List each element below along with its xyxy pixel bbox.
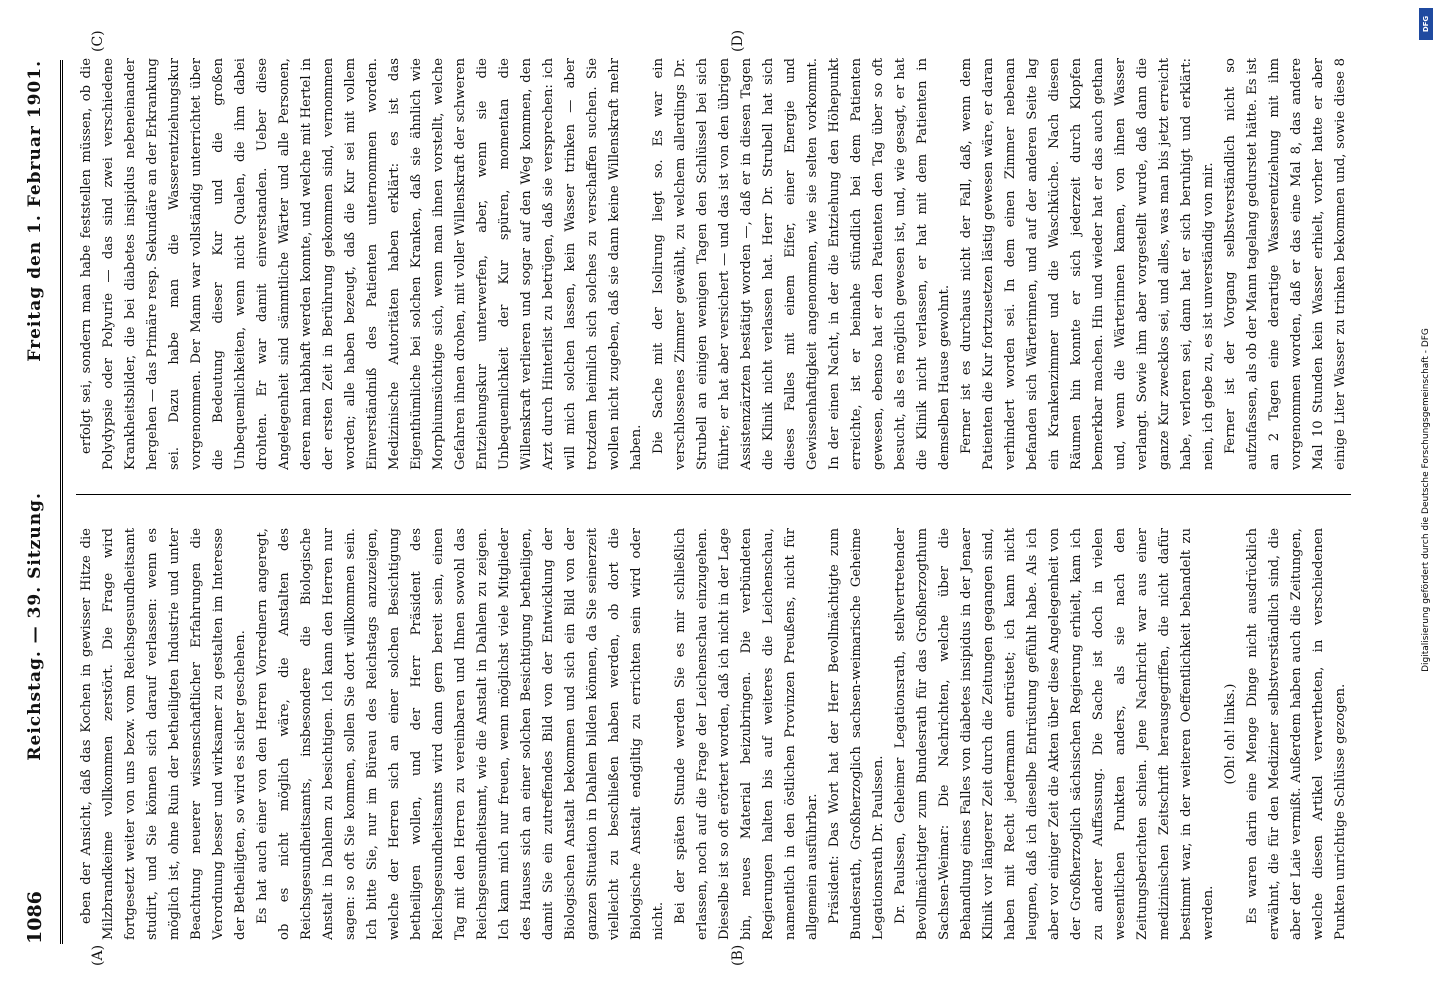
paragraph: Die Sache mit der Isolirung liegt so. Es war ein verschlossenes Zimmer gewählt, zu welchem allerdings Dr. Strubell an einigen wenigen Tagen den Schlüssel bei sich führte; er hat aber versichert — und das ist von den übrigen Assistenzärzten bestätigt worden —, daß er in diesen Tagen die Klinik nicht verlassen hat. Herr Dr. Strubell hat sich dieses Falles mit einem Eifer, einer Energie und Gewissenhaftigkeit angenommen, wie sie selten vorkommt. In der einen Nacht, in der die Entziehung den Höhepunkt erreichte, ist er beinahe stündlich bei dem Patienten gewesen, ebenso hat er den Patienten den Tag über so oft besucht, als es möglich gewesen ist, und, wie gesagt, er hat die Klinik nicht verlassen, er hat mit dem Patienten in demselben Hause gewohnt. (651, 58, 952, 470)
paragraph: Es hat auch einer von den Herren Vorrednern angeregt, ob es nicht möglich wäre, die Anstalten des Reichsgesundheitsamts, insbesondere die Biologische Anstalt in Dahlem zu besichtigen. Ich kann den Herren nur sagen: so oft Sie kommen, sollen Sie dort willkommen sein. Ich bitte Sie, nur im Büreau des Reichstags anzuzeigen, welche der Herren sich an einer solchen Besichtigung betheiligen wollen, und der Herr Präsident des Reichsgesundheitsamts wird dann gern bereit sein, einen Tag mit den Herren zu vereinbaren und Ihnen sowohl das Reichsgesundheitsamt, wie die Anstalt in Dahlem zu zeigen. Ich kann mich nur freuen, wenn möglichst viele Mitglieder des Hauses sich an einer solchen Besichtigung betheiligen, damit Sie ein zutreffendes Bild von der Entwicklung der Biologischen Anstalt bekommen und sich ein Bild von der ganzen Situation in Dahlem bilden können, da Sie seinerzeit vielleicht zu beschließen haben werden, ob dort die Biologische Anstalt endgiltig zu errichten sein wird oder nicht. (255, 528, 666, 940)
paragraph: Präsident: Das Wort hat der Herr Bevollmächtigte zum Bundesrath, Großherzoglich sachsen-weimarische Geheime Legationsrath Dr. Paulssen. (827, 528, 886, 940)
session-date: Freitag den 1. Februar 1901. (25, 60, 45, 362)
paragraph: eben der Ansicht, daß das Kochen in gewisser Hitze die Milzbrandkeime vollkommen zerstört. Die Frage wird fortgesetzt weiter von uns bezw. vom Reichsgesundheitsamt studirt, und Sie können sich darauf verlassen: wenn es möglich ist, ohne Ruin der betheiligten Industrie und unter Beachtung neuerer wissenschaftlicher Erfahrungen die Verordnung besser und wirksamer zu gestalten im Interesse der Betheiligten, so wird es sicher geschehen. (79, 528, 248, 940)
margin-mark-b: (B) (730, 944, 746, 966)
digitization-credit: Digitalisierung gefördert durch die Deutsche Forschungsgemeinschaft - DFG (1421, 328, 1431, 672)
margin-mark-d: (D) (730, 29, 746, 52)
paragraph: Dr. Paulssen, Geheimer Legationsrath, stellvertretender Bevollmächtigter zum Bundesrath für das Großherzogthum Sachsen-Weimar: Die Nachrichten, welche über die Behandlung eines Falles von diabetes insipidus in der Jenaer Klinik vor längerer Zeit durch die Zeitungen gegangen sind, haben mit Recht jedermann entrüstet; ich kann nicht leugnen, daß ich dieselbe Entrüstung gefühlt habe. Als ich aber vor einiger Zeit die Akten über diese Angelegenheit von der Großherzoglich sächsischen Regierung erhielt, kam ich zu anderer Auffassung. Die Sache ist doch in vielen wesentlichen Punkten anders, als sie nach den Zeitungsberichten schien. Jene Nachricht war aus einer medizinischen Zeitschrift herausgegriffen, die nicht dafür bestimmt war, in der weiteren Oeffentlichkeit behandelt zu werden. (893, 528, 1216, 940)
page-number: 1086 (24, 891, 46, 944)
paragraph: Ferner ist der Vorgang selbstverständlich nicht so aufzufassen, als ob der Mann tagelang gedurstet hätte. Es ist an 2 Tagen eine derartige Wasserentziehung mit ihm vorgenommen worden, daß er das eine Mal 8, das andere Mal 10 Stunden kein Wasser erhielt, vorher hatte er aber einige Liter Wasser zu trinken bekommen und, sowie diese 8 (1223, 58, 1348, 470)
right-column (76, 58, 1351, 470)
dfg-logo: DFG (1419, 8, 1433, 40)
margin-mark-c: (C) (90, 30, 106, 52)
paragraph: Es waren darin eine Menge Dinge nicht ausdrücklich erwähnt, die für den Mediziner selbstverständlich sind, die aber der Laie vermißt. Außerdem haben auch die Zeitungen, welche diesen Artikel verwertheten, in verschiedenen Punkten unrichtige Schlüsse gezogen. (1245, 528, 1348, 940)
page-header (10, 60, 63, 944)
paragraph: Bei der späten Stunde werden Sie es mir schließlich erlassen, noch auf die Frage der Leichenschau einzugehen. Dieselbe ist so oft erörtert worden, daß ich nicht in der Lage bin, neues Material beizubringen. Die verbündeten Regierungen halten bis auf weiteres die Leichenschau, namentlich in den östlichen Provinzen Preußens, nicht für allgemein ausführbar. (673, 528, 820, 940)
paragraph: erfolgt sei, sondern man habe feststellen müssen, ob die Polydypsie oder Polyurie — das sind zwei verschiedene Krankheitsbilder, die bei diabetes insipidus nebeneinander hergehen — das Primäre resp. Sekundäre an der Erkrankung sei. Dazu habe man die Wasserentziehungskur vorgenommen. Der Mann war vollständig unterrichtet über die Bedeutung dieser Kur und die großen Unbequemlichkeiten, wenn nicht Qualen, die ihm dabei drohten. Er war damit einverstanden. Ueber diese Angelegenheit sind sämmtliche Wärter und alle Personen, deren man habhaft werden konnte, und welche mit Hertel in der ersten Zeit in Berührung gekommen sind, vernommen worden; alle haben bezeugt, daß die Kur sei mit vollem Einverständniß des Patienten unternommen worden. Medizinische Autoritäten haben erklärt: es ist das Eigenthümliche bei solchen Kranken, daß sie ähnlich wie Morphiumsüchtige sich, wenn man ihnen vorstellt, welche Gefahren ihnen drohen, mit voller Willenskraft der schweren Entziehungskur unterwerfen, aber, wenn sie die Unbequemlichkeit der Kur spüren, momentan die Willenskraft verlieren und sogar auf den Weg kommen, den Arzt durch Hinterlist zu betrügen, daß sie versprechen: ich will mich solchen lassen, kein Wasser trinken — aber trotzdem heimlich sich solches zu verschaffen suchen. Sie wollen nicht zugeben, daß sie dann keine Willenskraft mehr haben. (79, 58, 644, 470)
interjection: (Oh! oh! links.) (1223, 683, 1238, 785)
column-divider (76, 494, 1351, 495)
session-title: Reichstag. — 39. Sitzung. (25, 492, 45, 761)
margin-mark-a: (A) (90, 944, 106, 966)
paragraph: Ferner ist es durchaus nicht der Fall, daß, wenn dem Patienten die Kur fortzusetzen lästig gewesen wäre, er daran verhindert worden sei. In dem einen Zimmer nebenan befanden sich Wärterinnen, und auf der anderen Seite lag ein Krankenzimmer und die Waschküche. Nach diesen Räumen hin konnte er sich jederzeit durch Klopfen bemerkbar machen. Hin und wieder hat er das auch gethan und, wenn die Wärterinnen kamen, von ihnen Wasser verlangt. Sowie ihm aber vorgestellt wurde, daß dann die ganze Kur zwecklos sei, und alles, was man bis jetzt erreicht habe, verloren sei, dann hat er sich beruhigt und erklärt: nein, ich gebe zu, es ist unverständig von mir. (959, 58, 1216, 470)
left-column (76, 528, 1351, 940)
